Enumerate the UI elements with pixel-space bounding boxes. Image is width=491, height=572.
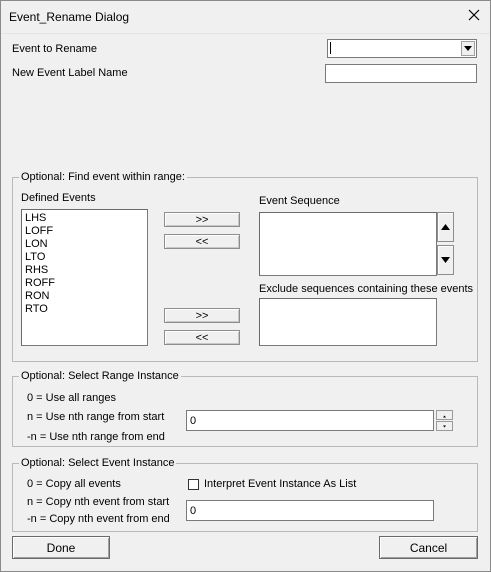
new-event-label-input[interactable] [325, 64, 477, 83]
event-instance-group-legend: Optional: Select Event Instance [21, 457, 175, 469]
add-to-sequence-button[interactable]: >> [164, 212, 240, 227]
defined-event-item[interactable]: LON [25, 238, 48, 250]
event-instance-help-3: -n = Copy nth event from end [27, 513, 170, 525]
defined-event-item[interactable]: RHS [25, 264, 49, 276]
range-instance-input[interactable] [186, 410, 434, 431]
range-instance-help-1: 0 = Use all ranges [27, 392, 116, 404]
find-range-group-legend: Optional: Find event within range: [21, 171, 185, 183]
spin-down-button[interactable] [436, 421, 453, 431]
done-button[interactable]: Done [12, 536, 110, 559]
event-instance-input[interactable] [186, 500, 434, 521]
defined-event-item[interactable]: RTO [25, 303, 48, 315]
scroll-up-button[interactable] [437, 212, 454, 242]
interpret-as-list-checkbox[interactable] [188, 479, 199, 490]
add-to-exclude-button[interactable]: >> [164, 308, 240, 323]
window-title: Event_Rename Dialog [9, 10, 130, 24]
combobox-dropdown-button[interactable] [461, 41, 475, 56]
defined-event-item[interactable]: LHS [25, 212, 47, 224]
close-icon[interactable] [466, 7, 482, 23]
spin-down-icon [437, 423, 452, 431]
interpret-as-list-label: Interpret Event Instance As List [204, 478, 357, 490]
new-event-label-name-label: New Event Label Name [12, 67, 128, 79]
event-instance-help-2: n = Copy nth event from start [27, 496, 170, 508]
text-caret [330, 42, 331, 54]
remove-from-exclude-button[interactable]: << [164, 330, 240, 345]
spin-up-icon [437, 412, 452, 420]
event-instance-help-1: 0 = Copy all events [27, 478, 121, 490]
defined-event-item[interactable]: RON [25, 290, 50, 302]
defined-events-label: Defined Events [21, 192, 96, 204]
range-instance-help-2: n = Use nth range from start [27, 411, 165, 423]
exclude-sequences-listbox[interactable] [259, 298, 437, 346]
event-to-rename-label: Event to Rename [12, 43, 97, 55]
defined-event-item[interactable]: ROFF [25, 277, 55, 289]
arrow-up-icon [438, 213, 453, 241]
range-instance-group-legend: Optional: Select Range Instance [21, 370, 179, 382]
scroll-down-button[interactable] [437, 245, 454, 275]
event-sequence-label: Event Sequence [259, 195, 340, 207]
remove-from-sequence-button[interactable]: << [164, 234, 240, 249]
cancel-button[interactable]: Cancel [379, 536, 478, 559]
defined-event-item[interactable]: LOFF [25, 225, 54, 237]
exclude-sequences-label: Exclude sequences containing these events [259, 283, 474, 295]
event-to-rename-combobox[interactable] [327, 39, 477, 58]
range-instance-help-3: -n = Use nth range from end [27, 431, 165, 443]
arrow-down-icon [438, 246, 453, 274]
defined-event-item[interactable]: LTO [25, 251, 46, 263]
defined-events-listbox[interactable] [21, 209, 148, 346]
chevron-down-icon [462, 42, 474, 55]
event-sequence-listbox[interactable] [259, 212, 437, 276]
spin-up-button[interactable] [436, 410, 453, 420]
